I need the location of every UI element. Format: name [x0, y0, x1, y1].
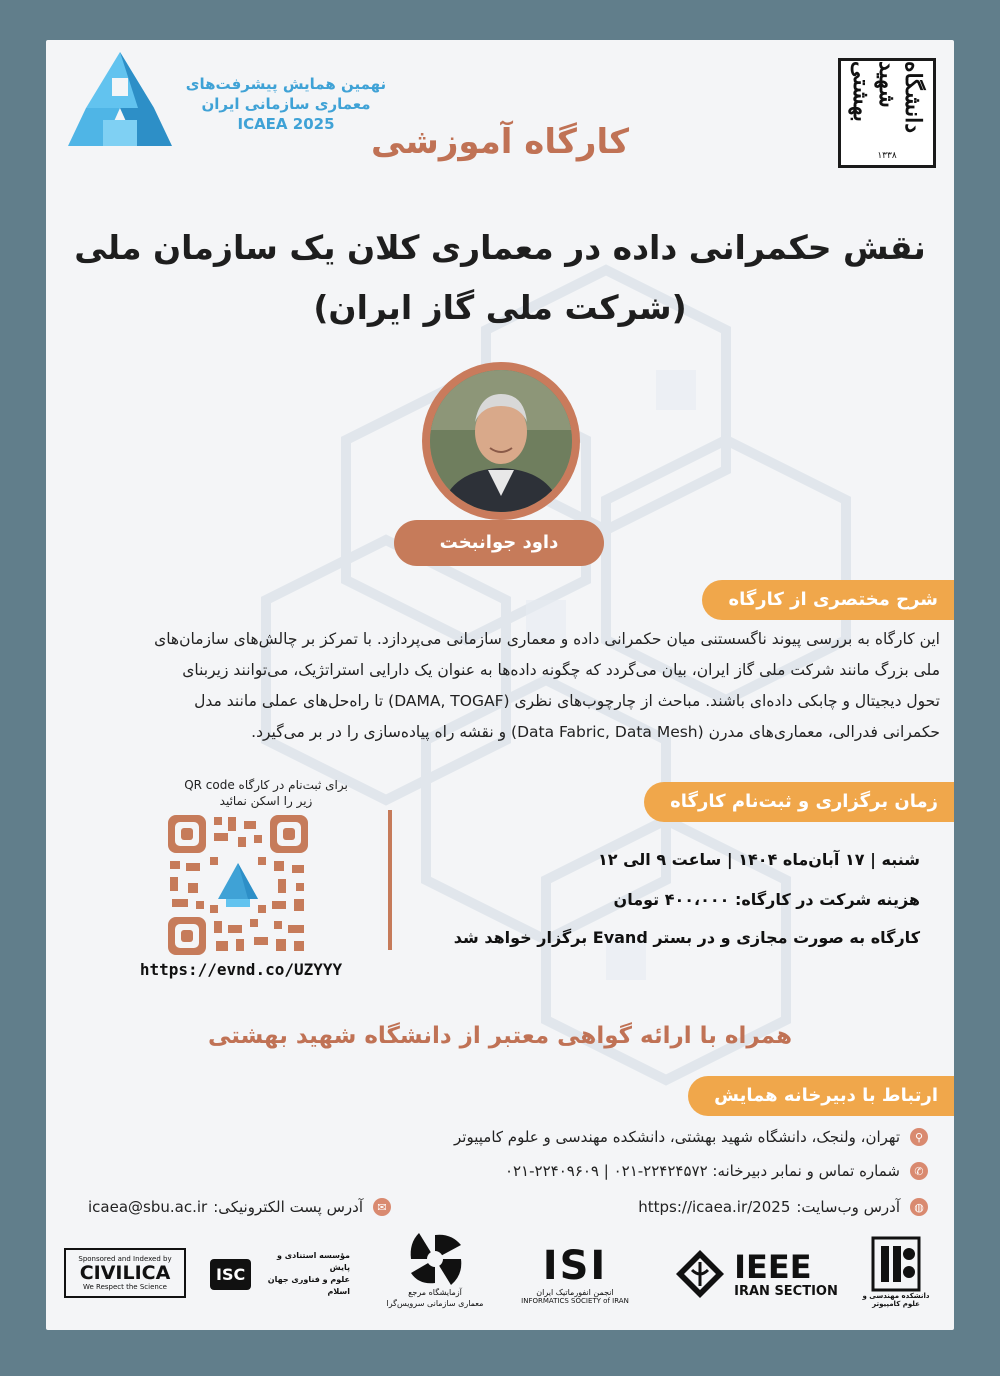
email-link[interactable]: icaea@sbu.ac.ir	[88, 1198, 208, 1216]
speaker-photo	[422, 362, 580, 520]
contact-address-row	[88, 1124, 928, 1150]
ieee-text	[734, 1247, 838, 1299]
summary-line: این کارگاه به بررسی پیوند ناگسستنی میان حکمرانی داده و معماری سازمانی می‌پردازد. با تمرکز بر چالش‌های سازمان‌های	[154, 630, 940, 648]
reference-lab-logo	[380, 1226, 490, 1314]
website-label: آدرس وب‌سایت:	[796, 1198, 900, 1216]
isc-mark: ISC	[210, 1259, 251, 1290]
workshop-title-line2: (شرکت ملی گاز ایران)	[313, 288, 687, 327]
phone-icon: ✆	[910, 1162, 928, 1180]
lab-caption	[387, 1287, 484, 1309]
website-link[interactable]: https://icaea.ir/2025	[638, 1198, 791, 1216]
workshop-date-time: شنبه | ۱۷ آبان‌ماه ۱۴۰۴ | ساعت ۹ الی ۱۲	[597, 850, 920, 869]
summary-line: تحول دیجیتال و چابکی داده‌ای باشند. مباحث از چارچوب‌های نظری (DAMA, TOGAF) تا راه‌حل‌های عملی مانند مدل	[194, 692, 940, 710]
civilica-logo	[64, 1248, 186, 1298]
location-icon: ⚲	[910, 1128, 928, 1146]
faculty-logo	[856, 1230, 936, 1314]
spiral-icon	[407, 1231, 463, 1287]
poster-card	[46, 40, 954, 1330]
faculty-caption: دانشکده مهندسی و علوم کامپیوتر	[862, 1292, 930, 1308]
divider-line	[388, 810, 392, 950]
registration-url[interactable]: https://evnd.co/UZYYY	[139, 960, 343, 979]
contact-phone-row	[88, 1158, 928, 1184]
contact-phone: شماره تماس و نمابر دبیرخانه: ۲۲۴۲۴۵۷۲-۰۲۱ | ۲۲۴۰۹۶۰۹-۰۲۱	[504, 1162, 900, 1180]
email-label: آدرس پست الکترونیکی:	[213, 1198, 364, 1216]
summary-line: حکمرانی فدرالی، معماری‌های مدرن (Data Fabric, Data Mesh) و نقشه راه پیاده‌سازی را در بر می‌گیرد.	[251, 723, 940, 741]
ieee-name: IEEE	[734, 1247, 812, 1286]
faculty-emblem-icon	[871, 1236, 921, 1292]
workshop-title-line1: نقش حکمرانی داده در معماری کلان یک سازمان ملی	[74, 228, 926, 267]
ieee-diamond-icon	[674, 1248, 726, 1300]
civilica-top-text: Sponsored and Indexed by	[78, 1255, 172, 1263]
civilica-name: CIVILICA	[79, 1262, 171, 1284]
contact-heading: ارتباط با دبیرخانه همایش	[688, 1076, 954, 1116]
qr-caption	[146, 777, 386, 809]
lab-caption-line1: آزمایشگاه مرجع	[408, 1288, 462, 1297]
university-logo-text: دانشگاه شهید بهشتی	[848, 61, 926, 134]
isc-caption	[257, 1250, 350, 1298]
university-logo-year: ۱۳۳۸	[877, 151, 897, 161]
qr-caption-line2: زیر را اسکن نمائید	[219, 794, 313, 808]
speaker-name-badge: داود جوانبخت	[394, 520, 604, 566]
workshop-kind: کارگاه آموزشی	[371, 122, 629, 162]
isc-logo	[210, 1252, 350, 1296]
isi-logo	[510, 1234, 640, 1314]
workshop-fee: هزینه شرکت در کارگاه: ۴۰۰،۰۰۰ تومان	[613, 890, 920, 909]
isi-mark: ISI	[542, 1242, 608, 1289]
contact-website-row	[88, 1194, 928, 1220]
ieee-logo	[666, 1238, 846, 1310]
summary-line: ملی بزرگ مانند شرکت ملی گاز ایران، بیان می‌گردد که چگونه داده‌ها به عنوان یک دارایی استراتژیک، می‌توانند زیربنای	[182, 661, 940, 679]
conference-title-line2: معماری سازمانی ایران	[201, 95, 371, 113]
workshop-mode: کارگاه به صورت مجازی و در بستر Evand برگزار خواهد شد	[453, 928, 920, 947]
registration-qr-code[interactable]	[166, 813, 310, 957]
conference-acronym: ICAEA 2025	[237, 115, 335, 133]
isi-caption-en: INFORMATICS SOCIETY of IRAN	[521, 1296, 629, 1305]
lab-caption-line2: معماری سازمانی سرویس‌گرا	[386, 1299, 484, 1308]
isc-caption-line1: مؤسسه استنادی و پایش	[277, 1251, 350, 1272]
qr-caption-line1: برای ثبت‌نام در کارگاه QR code	[184, 778, 348, 792]
isc-caption-line2: علوم و فناوری جهان اسلام	[267, 1275, 350, 1296]
speaker-portrait-image	[430, 370, 572, 512]
summary-heading: شرح مختصری از کارگاه	[702, 580, 954, 620]
isi-caption-fa: انجمن انفورماتیک ایران	[536, 1287, 614, 1297]
sponsor-logos	[64, 1226, 936, 1318]
email-icon: ✉	[373, 1198, 391, 1216]
registration-heading: زمان برگزاری و ثبت‌نام کارگاه	[644, 782, 954, 822]
globe-icon: ◍	[910, 1198, 928, 1216]
summary-text	[72, 624, 940, 748]
ieee-section: IRAN SECTION	[734, 1283, 838, 1299]
certificate-note: همراه با ارائه گواهی معتبر از دانشگاه شهید بهشتی	[207, 1023, 793, 1049]
conference-title-line1: نهمین همایش پیشرفت‌های	[185, 75, 387, 93]
contact-address: تهران، ولنجک، دانشگاه شهید بهشتی، دانشکده مهندسی و علوم کامپیوتر	[454, 1128, 900, 1146]
civilica-sub-text: We Respect the Science	[83, 1283, 167, 1291]
